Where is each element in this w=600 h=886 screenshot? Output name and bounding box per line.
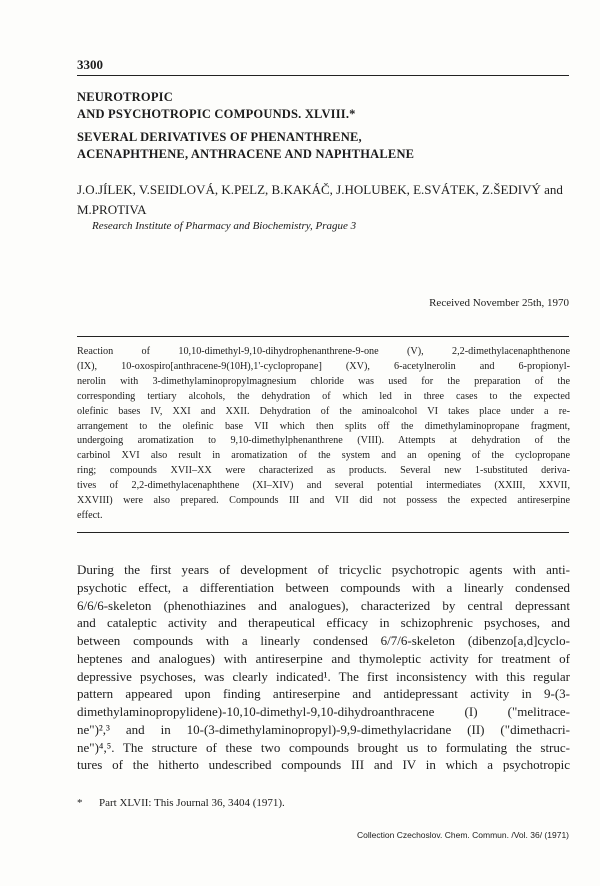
footnote (77, 797, 285, 809)
footnote-marker: * (77, 797, 83, 809)
body-line: heptenes and analogues) with antireserpine and thymoleptic activity for treatment of (77, 650, 570, 666)
body-line: tures of the hitherto undescribed compounds III and IV in which a psychotropic (77, 757, 570, 773)
abstract-line: effect. (77, 509, 103, 521)
body-text (77, 561, 570, 774)
body-line: pattern appeared upon finding antireserpine and antidepressant activity in 9-(3- (77, 686, 570, 702)
body-line: depressive psychoses, was clearly indicated¹. The first inconsistency with this regular (77, 668, 570, 684)
abstract-line: nerolin with 3-dimethylaminopropylmagnesium chloride was used for the preparation of the (77, 375, 570, 387)
abstract-line: undergoing aromatization to 9,10-dimethylphenanthrene (VIII). Attempts at dehydration of the (77, 435, 570, 447)
body-line: dimethylaminopropylidene)-10,10-dimethyl-9,10-dihydroanthracene (I) ("melitrace- (77, 704, 570, 719)
abstract-line: arrangement to the olefinic base VII which then splits off the dimethylaminopropane fragment, (77, 420, 570, 432)
body-line: between compounds with a linearly condensed 6/7/6-skeleton (dibenzo[a,d]cyclo- (77, 633, 570, 648)
abstract-line: (IX), 10-oxospiro[anthracene-9(10H),1'-cyclopropane] (XV), 6-acetylnerolin and 6-propionyl- (77, 360, 570, 372)
title-line: NEUROTROPIC (77, 90, 173, 104)
abstract-bottom-rule (77, 532, 569, 533)
title-line: AND PSYCHOTROPIC COMPOUNDS. XLVIII.* (77, 106, 356, 121)
body-line: During the first years of development of tricyclic psychotropic agents with anti- (77, 562, 570, 577)
author-list (77, 180, 577, 220)
affiliation: Research Institute of Pharmacy and Biochemistry, Prague 3 (92, 220, 357, 232)
body-line: ne")²,³ and in 10-(3-dimethylaminopropyl)-9,9-dimethylacridane (II) ("dimethacri- (77, 721, 570, 737)
abstract-line: corresponding tertiary alcohols, the dehydration of which led in three cases to the expected (77, 390, 570, 402)
abstract-line: ring; compounds XVII–XX were characterized as products. Several new 1-substituted deriva- (77, 465, 570, 477)
body-line: 6/6/6-skeleton (phenothiazines and analogues), characterized by central depressant (77, 597, 570, 613)
abstract (77, 345, 570, 524)
title-line: SEVERAL DERIVATIVES OF PHENANTHRENE, (77, 130, 362, 144)
footnote-text: Part XLVII: This Journal 36, 3404 (1971). (99, 797, 285, 809)
abstract-line: XXVIII) were also prepared. Compounds III and VII did not possess the expected antireserpine (77, 495, 570, 507)
received-date: Received November 25th, 1970 (429, 297, 569, 309)
abstract-line: carbinol XVI also result in aromatization of the system and an opening of the cyclopropane (77, 450, 570, 462)
authors-line: M.PROTIVA (77, 202, 147, 217)
authors-line: J.O.JÍLEK, V.SEIDLOVÁ, K.PELZ, B.KAKÁČ, J.HOLUBEK, E.SVÁTEK, Z.ŠEDIVÝ and (77, 182, 563, 197)
page-number: 3300 (77, 57, 103, 72)
journal-citation: Collection Czechoslov. Chem. Commun. /Vol. 36/ (1971) (357, 830, 569, 840)
body-line: psychotic effect, a differentiation between compounds with a linearly condensed (77, 579, 570, 595)
article-title (77, 89, 577, 162)
abstract-line: Reaction of 10,10-dimethyl-9,10-dihydrophenanthrene-9-one (V), 2,2-dimethylacenaphthenone (77, 346, 570, 357)
abstract-line: tives of 2,2-dimethylacenaphthene (XI–XIV) and several potential intermediates (XXIII, XXVII, (77, 480, 570, 492)
body-line: and cataleptic activity and therapeutical efficacy in schizophrenic psychoses, and (77, 615, 570, 631)
title-line: ACENAPHTHENE, ANTHRACENE AND NAPHTHALENE (77, 146, 415, 161)
abstract-top-rule (77, 336, 569, 337)
body-line: ne")⁴,⁵. The structure of these two compounds brought us to formulating the struc- (77, 739, 570, 755)
header-rule (77, 75, 569, 76)
abstract-line: olefinic bases IV, XXI and XXII. Dehydration of the aminoalcohol VI takes place under a re- (77, 405, 570, 417)
